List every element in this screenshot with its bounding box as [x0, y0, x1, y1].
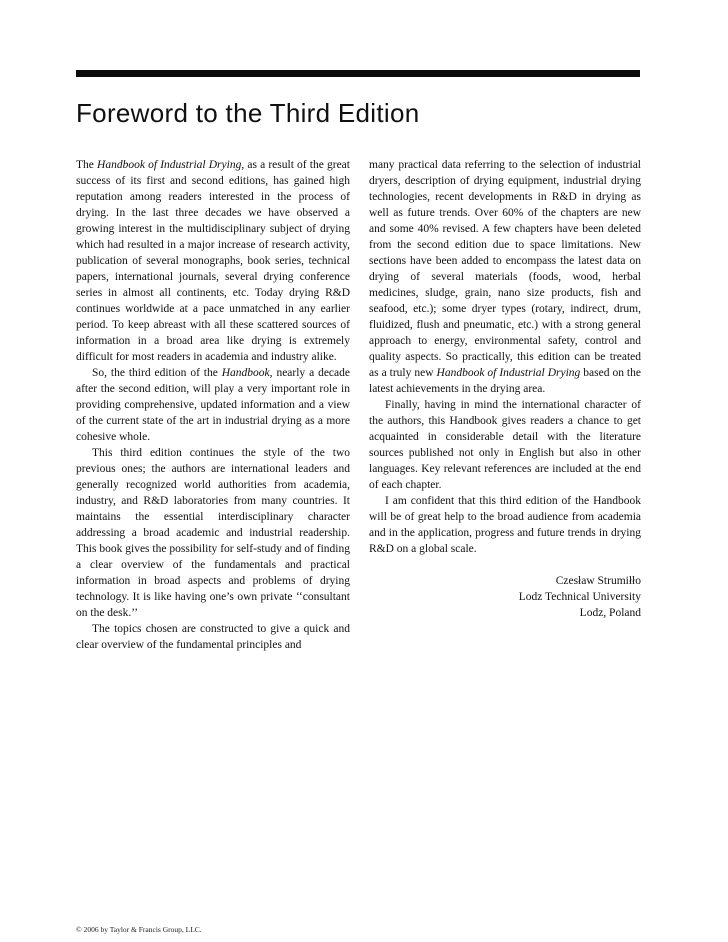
- left-paragraph-2: [76, 365, 350, 445]
- right-paragraph-1: [369, 157, 641, 397]
- right-p1-tail: based on the latest achievements in the drying area.: [369, 367, 641, 395]
- right-p1-text: many practical data referring to the selection of industrial dryers, description of drying equipment, industrial drying technologies, recent developments in R&D in drying as well as future trends. Over 60% of the chapters are new and some 40% revised. A few chapters have been deleted from the second edition due to space limitations. New sections have been added to encompass the latest data on drying of several materials (foods, wood, herbal medicines, sludge, grain, nano size products, fish and seafood, etc.); some dryer types (rotary, indirect, drum, fluidized, flush and pneumatic, etc.) with a strong general approach to energy, environmental safety, control and quality aspects. So practically, this edition can be treated as a truly new: [369, 159, 641, 379]
- right-p1-italic: Handbook of Industrial Drying: [436, 367, 581, 379]
- left-p1-text: , as a result of the great success of its first and second editions, has gained high reputation among readers interested in the process of drying. In the last three decades we have observed a growing interest in the multidisciplinary subject of drying which had resulted in a major increase of research activity, publication of several monographs, book series, technical papers, international journals, several drying conference series in almost all continents, etc. Today drying R&D continues worldwide at a pace unmatched in any earlier period. To keep abreast with all these scattered sources of information in a broad area like drying is extremely difficult for most readers in academia and industry alike.: [76, 159, 350, 363]
- right-paragraph-3: I am confident that this third edition of the Handbook will be of great help to the broad audience from academia and in the application, progress and future trends in drying R&D on a global scale.: [369, 495, 641, 555]
- signature-block: [369, 573, 641, 621]
- left-p2-italic: Handbook: [221, 367, 270, 379]
- left-p1-italic: Handbook of Industrial Drying: [97, 159, 242, 171]
- signature-affiliation: Lodz Technical University: [518, 591, 641, 603]
- right-column: [369, 157, 641, 621]
- page-title: Foreword to the Third Edition: [76, 98, 420, 128]
- right-paragraph-2: Finally, having in mind the international character of the authors, this Handbook gives readers a chance to get acquainted in considerable detail with the literature sources published not only in English but also in other languages. Key relevant references are included at the end of each chapter.: [369, 399, 641, 491]
- left-paragraph-3: This third edition continues the style of the two previous ones; the authors are international leaders and generally recognized world authorities from academia, industry, and R&D laboratories from many countries. It maintains the essential interdisciplinary character addressing a broad academic and industrial readership. This book gives the possibility for self-study and of finding a clear overview of the fundamentals and practical information in broad aspects and problems of drying technology. It is like having one’s own private ‘‘consultant on the desk.’’: [76, 447, 350, 619]
- signature-name: Czesław Strumiłło: [555, 575, 641, 587]
- left-p2-lead: So, the third edition of the: [92, 367, 222, 379]
- left-paragraph-1: [76, 157, 350, 365]
- copyright-footer: © 2006 by Taylor & Francis Group, LLC.: [76, 925, 202, 934]
- left-column: [76, 157, 350, 653]
- signature-location: Lodz, Poland: [579, 607, 641, 619]
- left-p1-lead: The: [76, 159, 98, 171]
- left-p2-text: , nearly a decade after the second edition, will play a very important role in providing comprehensive, updated information and a view of the current state of the art in industrial drying as a more cohesive whole.: [76, 367, 350, 443]
- top-rule: [76, 70, 640, 77]
- left-paragraph-4: The topics chosen are constructed to give a quick and clear overview of the fundamental principles and: [76, 623, 350, 651]
